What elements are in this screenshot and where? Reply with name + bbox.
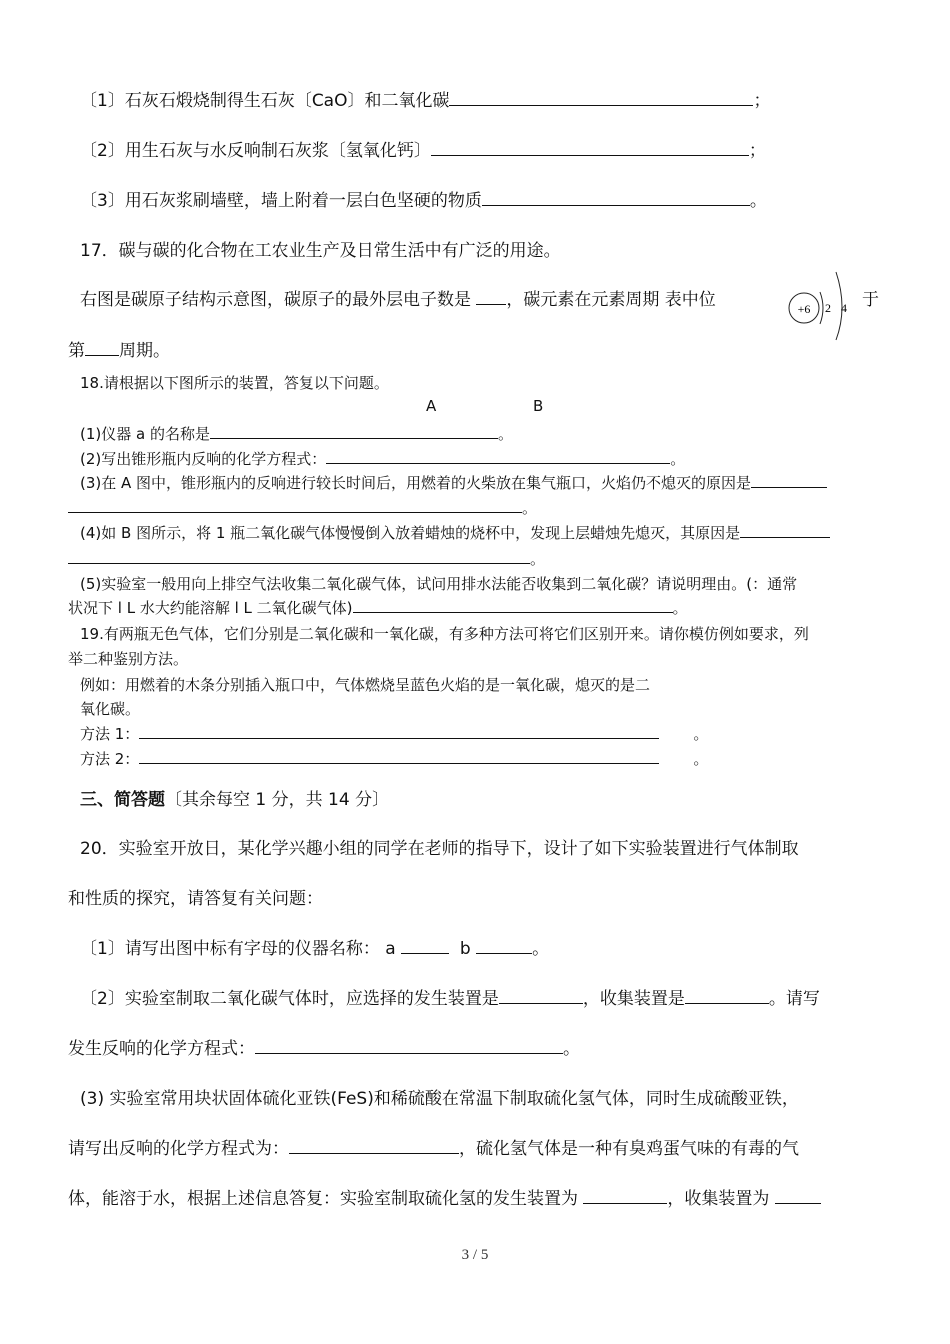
answer-blank[interactable] xyxy=(139,724,659,739)
answer-blank[interactable] xyxy=(583,1189,667,1204)
answer-blank[interactable] xyxy=(139,749,659,764)
q17-text-2: 第 周期。 xyxy=(68,341,170,361)
q16-item2: 〔2〕用生石灰与水反响制石灰浆〔氢氧化钙〕 ； xyxy=(80,141,766,161)
q19-example: 例如：用燃着的木条分别插入瓶口中，气体燃烧呈蓝色火焰的是一氧化碳，熄灭的是二 xyxy=(80,676,651,694)
q18-p4: (4)如 B 图所示，将 1 瓶二氧化碳气体慢慢倒入放着蜡烛的烧杯中，发现上层蜡烛先熄灭，其原因是 xyxy=(80,522,830,543)
q20-p1: 〔1〕请写出图中标有字母的仪器名称： a b 。 xyxy=(80,939,550,959)
q18-p3: (3)在 A 图中，锥形瓶内的反响进行较长时间后，用燃着的火柴放在集气瓶口，火焰仍不熄灭的原因是 xyxy=(80,472,827,493)
nucleus-label: +6 xyxy=(797,302,811,316)
answer-blank[interactable] xyxy=(449,91,753,106)
section-heading: 三、简答题〔其余每空 1 分，共 14 分〕 xyxy=(80,790,390,810)
answer-blank[interactable] xyxy=(685,989,769,1004)
answer-blank[interactable] xyxy=(482,191,750,206)
q16-item1: 〔1〕石灰石煅烧制得生石灰〔CaO〕和二氧化碳 ； xyxy=(80,91,771,111)
answer-blank[interactable] xyxy=(210,424,498,439)
q18-p2: (2)写出锥形瓶内反响的化学方程式： 。 xyxy=(80,450,686,468)
q20-p3-cont2: 体，能溶于水，根据上述信息答复：实验室制取硫化氢的发生装置为 ，收集装置为 xyxy=(68,1184,821,1209)
q18-p3-cont: 。 xyxy=(68,497,537,518)
q18-p5: (5)实验室一般用向上排空气法收集二氧化碳气体，试问用排水法能否收集到二氧化碳？请说明理由。(：通常 xyxy=(80,575,798,593)
q16-item3: 〔3〕用石灰浆刷墙壁，墙上附着一层白色坚硬的物质 。 xyxy=(80,191,767,211)
q19-method2: 方法 2： 。 xyxy=(80,750,709,768)
q17-text-c: 于 xyxy=(862,290,879,310)
answer-blank[interactable] xyxy=(68,549,530,564)
q18-p1: (1)仪器 a 的名称是 。 xyxy=(80,425,513,443)
figure-label-b: B xyxy=(533,397,544,415)
q18-p5-cont: 状况下 l L 水大约能溶解 l L 二氧化碳气体) 。 xyxy=(68,599,688,617)
answer-blank[interactable] xyxy=(476,939,532,954)
q17-text: 右图是碳原子结构示意图，碳原子的最外层电子数是 ，碳元素在元素周期 表中位 xyxy=(80,290,716,310)
answer-blank[interactable] xyxy=(289,1139,459,1154)
answer-blank[interactable] xyxy=(85,341,119,356)
q20-p3: (3) 实验室常用块状固体硫化亚铁(FeS)和稀硫酸在常温下制取硫化氢气体，同时生成硫酸亚铁， xyxy=(80,1089,799,1109)
q18-p4-cont: 。 xyxy=(68,548,545,569)
answer-blank[interactable] xyxy=(68,498,522,513)
page-number: 3 / 5 xyxy=(461,1247,489,1263)
carbon-atom-diagram xyxy=(786,270,856,342)
answer-blank[interactable] xyxy=(401,939,449,954)
q17-title: 17．碳与碳的化合物在工农业生产及日常生活中有广泛的用途。 xyxy=(80,241,561,261)
figure-label-a: A xyxy=(426,397,437,415)
answer-blank[interactable] xyxy=(255,1039,563,1054)
q20-intro: 20．实验室开放日，某化学兴趣小组的同学在老师的指导下，设计了如下实验装置进行气体制取 xyxy=(80,839,799,859)
q20-p3-cont: 请写出反响的化学方程式为： ，硫化氢气体是一种有臭鸡蛋气味的有毒的气 xyxy=(68,1139,799,1159)
shell-2-count: 4 xyxy=(841,301,847,315)
answer-blank[interactable] xyxy=(476,290,506,305)
answer-blank[interactable] xyxy=(751,473,827,488)
electron-shell-1 xyxy=(820,292,823,324)
q19-example-cont: 氧化碳。 xyxy=(80,700,141,718)
shell-1-count: 2 xyxy=(825,301,831,315)
answer-blank[interactable] xyxy=(775,1189,821,1204)
q19-title: 19.有两瓶无色气体，它们分别是二氧化碳和一氧化碳，有多种方法可将它们区别开来。请你模仿例如要求，列 xyxy=(80,625,809,643)
q18-title: 18.请根据以下图所示的装置，答复以下问题。 xyxy=(80,374,389,392)
answer-blank[interactable] xyxy=(431,141,749,156)
q20-p2: 〔2〕实验室制取二氧化碳气体时，应选择的发生装置是 ，收集装置是 。请写 xyxy=(80,989,820,1009)
q19-title-cont: 举二种鉴别方法。 xyxy=(68,650,189,668)
answer-blank[interactable] xyxy=(740,523,830,538)
q19-method1: 方法 1： 。 xyxy=(80,725,709,743)
answer-blank[interactable] xyxy=(326,449,670,464)
answer-blank[interactable] xyxy=(353,598,673,613)
q20-intro-cont: 和性质的探究，请答复有关问题： xyxy=(68,889,323,909)
answer-blank[interactable] xyxy=(499,989,583,1004)
q20-p2-cont: 发生反响的化学方程式： 。 xyxy=(68,1039,580,1059)
